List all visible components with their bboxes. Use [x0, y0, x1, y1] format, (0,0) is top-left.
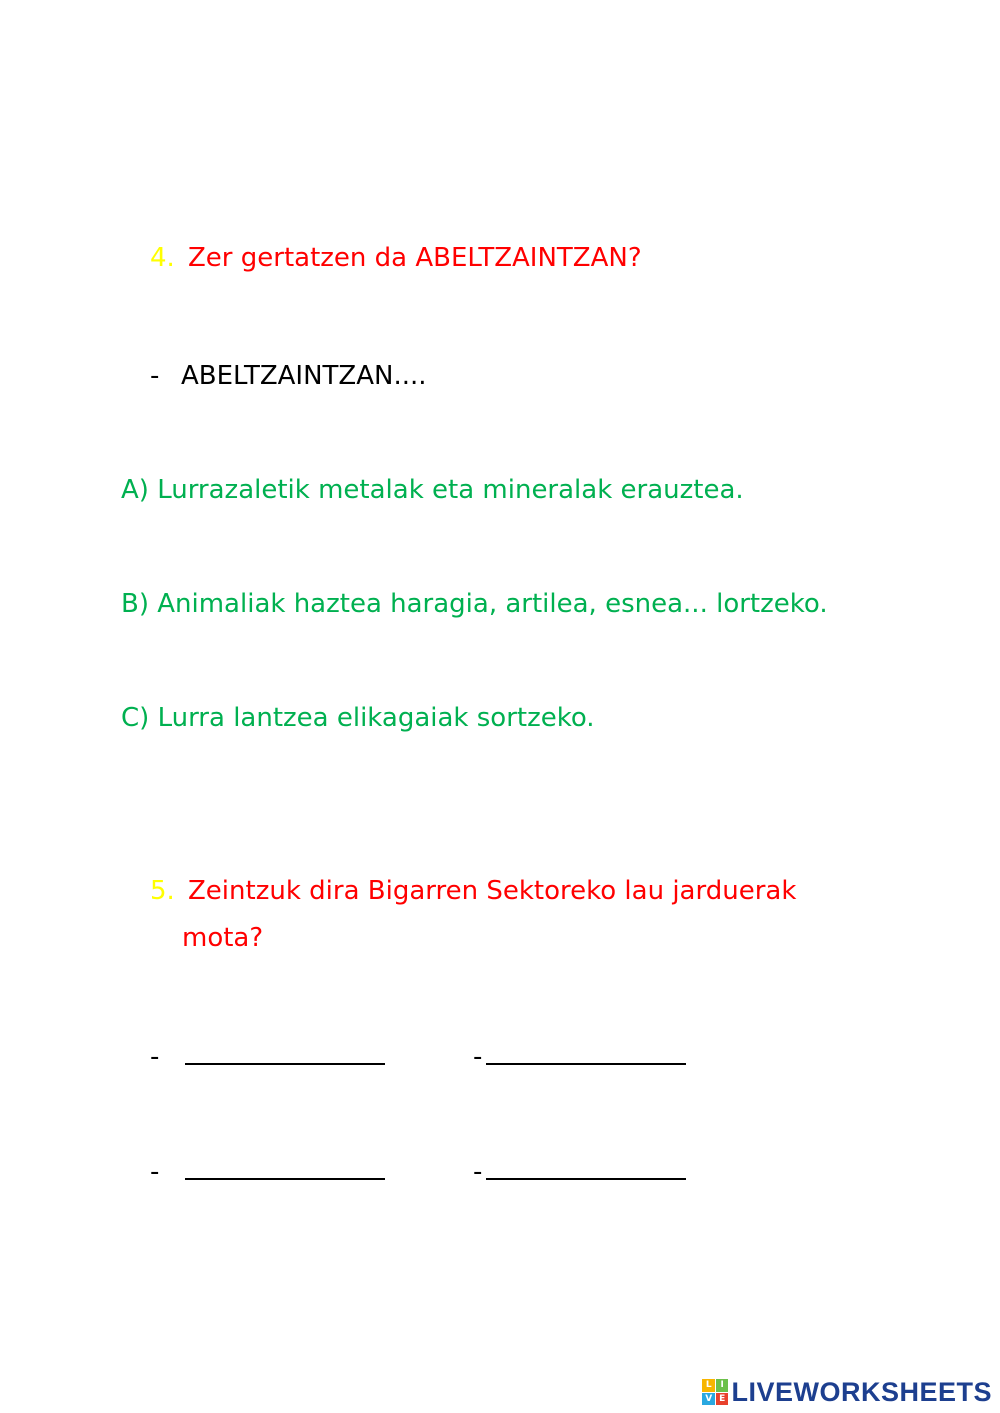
- option-a[interactable]: A) Lurrazaletik metalak eta mineralak erauztea.: [121, 475, 744, 505]
- answer-blank-2: [473, 1040, 686, 1074]
- liveworksheets-logo-icon: L I V E: [702, 1379, 728, 1405]
- subheading-dash: -: [150, 361, 160, 391]
- question-4-number: 4.: [150, 243, 175, 273]
- answer-input-2[interactable]: [486, 1043, 686, 1065]
- answer-blank-3: [150, 1155, 385, 1189]
- option-b[interactable]: B) Animaliak haztea haragia, artilea, esnea... lortzeko.: [121, 589, 828, 619]
- question-5-heading: [150, 874, 796, 908]
- question-5-text-line1: Zeintzuk dira Bigarren Sektoreko lau jarduerak: [188, 876, 797, 906]
- blank-dash: -: [150, 1157, 160, 1187]
- question-5-text-line2: mota?: [182, 923, 264, 953]
- option-c[interactable]: C) Lurra lantzea elikagaiak sortzeko.: [121, 703, 595, 733]
- answer-blank-4: [473, 1155, 686, 1189]
- liveworksheets-logo: [702, 1377, 992, 1407]
- answer-input-1[interactable]: [185, 1043, 385, 1065]
- question-4-text: Zer gertatzen da ABELTZAINTZAN?: [188, 243, 642, 273]
- blank-dash: -: [473, 1042, 483, 1072]
- answer-blank-1: [150, 1040, 385, 1074]
- question-4-subheading: [150, 359, 427, 393]
- answer-input-3[interactable]: [185, 1158, 385, 1180]
- question-5-number: 5.: [150, 876, 175, 906]
- question-4-heading: [150, 241, 642, 275]
- blank-dash: -: [150, 1042, 160, 1072]
- answer-input-4[interactable]: [486, 1158, 686, 1180]
- blank-dash: -: [473, 1157, 483, 1187]
- subheading-text: ABELTZAINTZAN....: [181, 361, 427, 391]
- liveworksheets-brand: LIVEWORKSHEETS: [731, 1376, 992, 1407]
